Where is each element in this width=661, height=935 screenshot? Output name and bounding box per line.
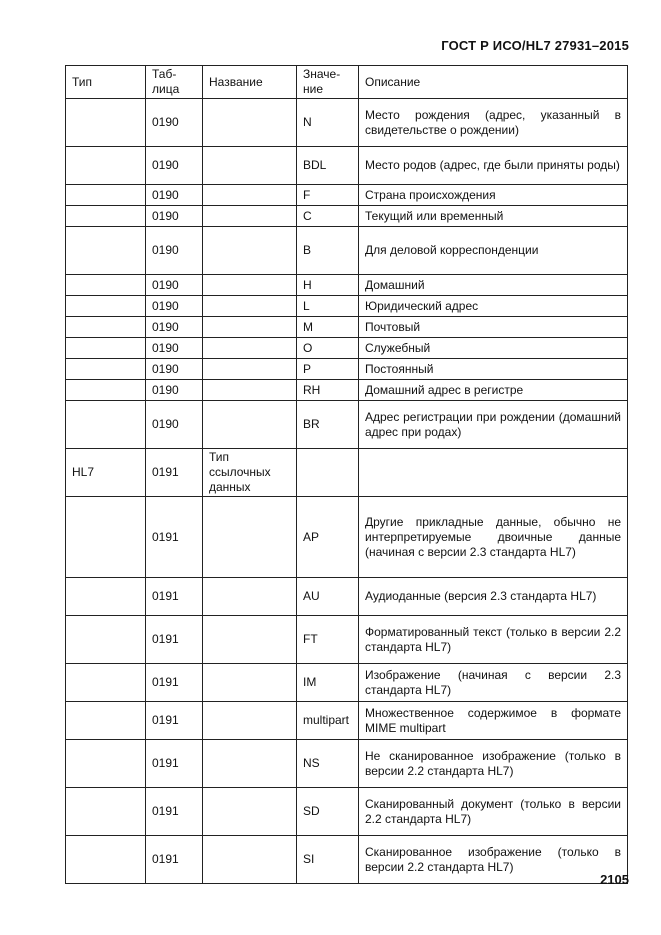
cell-name	[203, 497, 297, 578]
cell-table: 0191	[146, 836, 203, 884]
cell-description: Адрес регистрации при рождении (домашний адрес при родах)	[359, 401, 628, 449]
cell-value: O	[297, 338, 359, 359]
cell-type	[66, 317, 146, 338]
table-row	[66, 740, 628, 788]
cell-name	[203, 616, 297, 664]
table-row	[66, 578, 628, 616]
cell-table: 0191	[146, 497, 203, 578]
cell-table: 0190	[146, 401, 203, 449]
cell-table: 0190	[146, 227, 203, 275]
cell-type	[66, 296, 146, 317]
cell-value: RH	[297, 380, 359, 401]
table-row	[66, 836, 628, 884]
cell-type	[66, 740, 146, 788]
table-row	[66, 206, 628, 227]
cell-type	[66, 836, 146, 884]
cell-name	[203, 317, 297, 338]
cell-value: FT	[297, 616, 359, 664]
cell-type	[66, 185, 146, 206]
cell-description: Изображение (начиная с версии 2.3 стандарта HL7)	[359, 664, 628, 702]
table-row	[66, 359, 628, 380]
cell-name	[203, 206, 297, 227]
cell-table: 0191	[146, 702, 203, 740]
column-header-description: Описание	[359, 66, 628, 99]
cell-table: 0191	[146, 740, 203, 788]
cell-type	[66, 227, 146, 275]
codes-table	[65, 65, 628, 884]
cell-description	[359, 449, 628, 497]
column-header-table: Таб- лица	[146, 66, 203, 99]
cell-type: HL7	[66, 449, 146, 497]
cell-table: 0191	[146, 664, 203, 702]
table-row	[66, 227, 628, 275]
table-row	[66, 702, 628, 740]
cell-type	[66, 664, 146, 702]
table-row	[66, 338, 628, 359]
cell-type	[66, 359, 146, 380]
cell-value: C	[297, 206, 359, 227]
table-row	[66, 99, 628, 147]
cell-type	[66, 206, 146, 227]
cell-name	[203, 296, 297, 317]
cell-description: Для деловой корреспонденции	[359, 227, 628, 275]
cell-name	[203, 740, 297, 788]
cell-name	[203, 275, 297, 296]
cell-type	[66, 702, 146, 740]
cell-name	[203, 380, 297, 401]
cell-type	[66, 380, 146, 401]
cell-name	[203, 702, 297, 740]
table-row	[66, 380, 628, 401]
cell-value: multipart	[297, 702, 359, 740]
cell-type	[66, 788, 146, 836]
table-row	[66, 147, 628, 185]
cell-name	[203, 185, 297, 206]
cell-description: Текущий или временный	[359, 206, 628, 227]
cell-value: AP	[297, 497, 359, 578]
cell-name: Тип ссылочных данных	[203, 449, 297, 497]
cell-description: Множественное содержимое в формате MIME multipart	[359, 702, 628, 740]
table-row	[66, 185, 628, 206]
cell-type	[66, 401, 146, 449]
document-header: ГОСТ Р ИСО/HL7 27931–2015	[441, 38, 629, 53]
cell-table: 0190	[146, 99, 203, 147]
cell-name	[203, 338, 297, 359]
cell-name	[203, 227, 297, 275]
cell-value: SD	[297, 788, 359, 836]
cell-description: Служебный	[359, 338, 628, 359]
cell-type	[66, 616, 146, 664]
cell-table: 0190	[146, 359, 203, 380]
cell-description: Страна происхождения	[359, 185, 628, 206]
cell-value: BR	[297, 401, 359, 449]
cell-description: Постоянный	[359, 359, 628, 380]
cell-type	[66, 578, 146, 616]
table-row	[66, 616, 628, 664]
cell-table: 0190	[146, 296, 203, 317]
cell-description: Почтовый	[359, 317, 628, 338]
cell-type	[66, 497, 146, 578]
table-row	[66, 497, 628, 578]
cell-table: 0190	[146, 380, 203, 401]
cell-description: Юридический адрес	[359, 296, 628, 317]
cell-description: Сканированное изображение (только в версии 2.2 стандарта HL7)	[359, 836, 628, 884]
cell-name	[203, 788, 297, 836]
cell-table: 0191	[146, 788, 203, 836]
table-body	[66, 99, 628, 884]
cell-description: Место рождения (адрес, указанный в свидетельстве о рождении)	[359, 99, 628, 147]
cell-name	[203, 836, 297, 884]
table-row	[66, 401, 628, 449]
cell-name	[203, 359, 297, 380]
cell-value: L	[297, 296, 359, 317]
column-header-value: Значе- ние	[297, 66, 359, 99]
cell-description: Домашний адрес в регистре	[359, 380, 628, 401]
cell-description: Сканированный документ (только в версии 2.2 стандарта HL7)	[359, 788, 628, 836]
cell-value: IM	[297, 664, 359, 702]
cell-description: Другие прикладные данные, обычно не интерпретируемые двоичные данные (начиная с версии 2.3 стандарта HL7)	[359, 497, 628, 578]
cell-table: 0190	[146, 147, 203, 185]
cell-type	[66, 99, 146, 147]
cell-value: F	[297, 185, 359, 206]
cell-value: N	[297, 99, 359, 147]
page-number: 2105	[600, 872, 629, 887]
cell-table: 0191	[146, 616, 203, 664]
cell-description: Домашний	[359, 275, 628, 296]
cell-name	[203, 147, 297, 185]
table-row	[66, 317, 628, 338]
cell-description: Место родов (адрес, где были приняты роды)	[359, 147, 628, 185]
cell-name	[203, 664, 297, 702]
table-row	[66, 275, 628, 296]
table-header-row	[66, 66, 628, 99]
cell-value: BDL	[297, 147, 359, 185]
cell-description: Форматированный текст (только в версии 2.2 стандарта HL7)	[359, 616, 628, 664]
table-row	[66, 664, 628, 702]
cell-table: 0190	[146, 185, 203, 206]
cell-name	[203, 578, 297, 616]
cell-value	[297, 449, 359, 497]
cell-table: 0191	[146, 578, 203, 616]
cell-table: 0191	[146, 449, 203, 497]
cell-name	[203, 401, 297, 449]
cell-type	[66, 147, 146, 185]
cell-type	[66, 275, 146, 296]
cell-value: P	[297, 359, 359, 380]
column-header-type: Тип	[66, 66, 146, 99]
column-header-name: Название	[203, 66, 297, 99]
cell-table: 0190	[146, 206, 203, 227]
cell-value: NS	[297, 740, 359, 788]
cell-table: 0190	[146, 275, 203, 296]
table-row	[66, 449, 628, 497]
cell-description: Не сканированное изображение (только в версии 2.2 стандарта HL7)	[359, 740, 628, 788]
table-row	[66, 788, 628, 836]
cell-table: 0190	[146, 317, 203, 338]
cell-value: H	[297, 275, 359, 296]
table-row	[66, 296, 628, 317]
cell-value: B	[297, 227, 359, 275]
cell-description: Аудиоданные (версия 2.3 стандарта HL7)	[359, 578, 628, 616]
cell-type	[66, 338, 146, 359]
cell-name	[203, 99, 297, 147]
cell-value: AU	[297, 578, 359, 616]
cell-table: 0190	[146, 338, 203, 359]
cell-value: M	[297, 317, 359, 338]
cell-value: SI	[297, 836, 359, 884]
